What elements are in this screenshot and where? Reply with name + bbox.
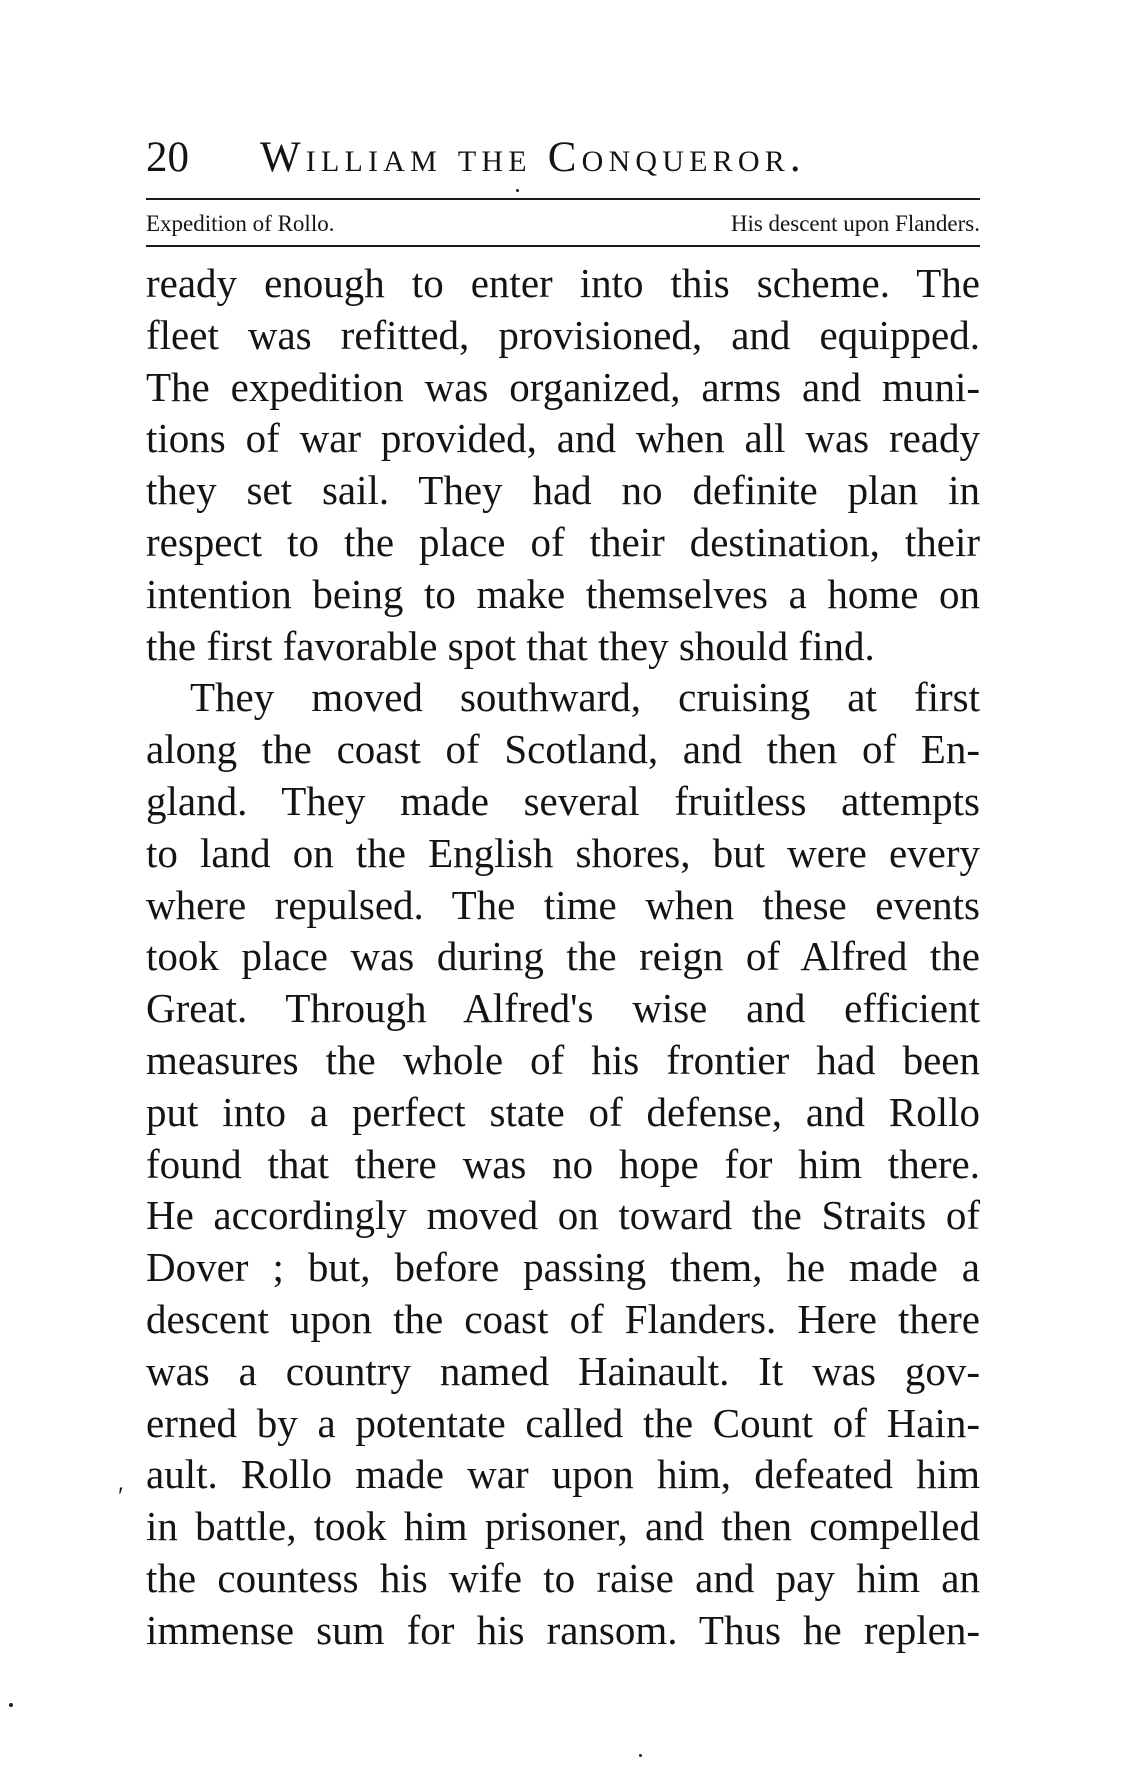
book-title: William the Conqueror. [260,134,806,181]
text-line: The expedition was organized, arms and muni- [146,363,980,410]
text-line: Great. Through Alfred's wise and efficient [146,985,980,1032]
text-line: He accordingly moved on toward the Straits of [146,1192,980,1239]
section-subheads [146,207,980,241]
text-line: descent upon the coast of Flanders. Here there [146,1295,980,1342]
subhead-left: Expedition of Rollo. [146,211,335,236]
text-line: Dover ; but, before passing them, he made a [146,1244,980,1291]
text-line: put into a perfect state of defense, and Rollo [146,1088,980,1135]
text-line: took place was during the reign of Alfred the [146,933,980,980]
text-line: to land on the English shores, but were every [146,829,980,876]
text-line: the countess his wife to raise and pay him an [146,1554,980,1601]
text-line: immense sum for his ransom. Thus he replen- [146,1606,980,1653]
body-text [146,258,980,1657]
text-line: ready enough to enter into this scheme. The [146,260,980,306]
margin-mark: ′ [118,1482,124,1511]
page-number: 20 [146,134,189,181]
text-line: was a country named Hainault. It was gov- [146,1347,980,1394]
text-line: along the coast of Scotland, and then of En- [146,726,980,773]
text-line: where repulsed. The time when these events [146,881,980,928]
text-line: in battle, took him prisoner, and then compelled [146,1503,980,1550]
running-head [146,128,980,188]
text-line: they set sail. They had no definite plan in [146,467,980,514]
text-line: fleet was refitted, provisioned, and equipped. [146,311,980,358]
text-line: respect to the place of their destination, their [146,518,980,565]
text-line: intention being to make themselves a home on [146,570,980,617]
text-line: the first favorable spot that they should find. [146,622,875,669]
text-line: ault. Rollo made war upon him, defeated him [146,1451,980,1498]
print-speck [9,1703,13,1707]
text-line: found that there was no hope for him there. [146,1140,980,1187]
text-line: measures the whole of his frontier had been [146,1036,980,1083]
header-rule-bottom [146,245,980,247]
text-line: erned by a potentate called the Count of Hain- [146,1399,980,1446]
text-line: They moved southward, cruising at first [190,674,980,721]
text-line: gland. They made several fruitless attempts [146,777,980,824]
subhead-right: His descent upon Flanders. [730,211,980,236]
text-line: tions of war provided, and when all was ready [146,415,980,462]
print-speck [639,1754,642,1757]
print-speck [516,189,519,192]
header-rule-top [146,198,980,200]
